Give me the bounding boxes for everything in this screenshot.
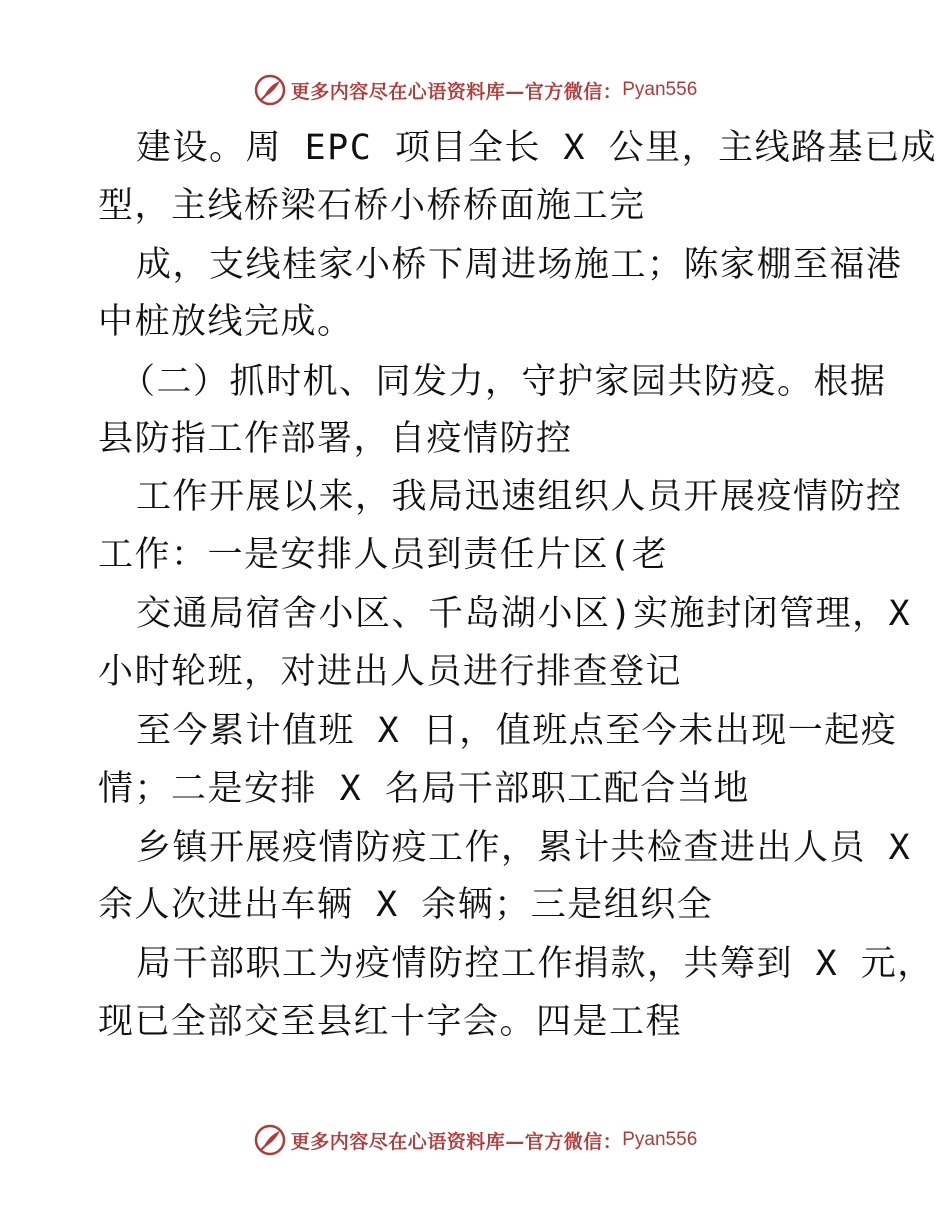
body-line: 余人次进出车辆 X 余辆；三是组织全 <box>98 885 714 925</box>
body-line: 交通局宿舍小区、千岛湖小区)实施封闭管理，X <box>136 594 912 634</box>
body-line: 中桩放线完成。 <box>98 302 354 342</box>
body-line: （二）抓时机、同发力，守护家园共防疫。根据 <box>120 362 887 402</box>
body-line: 建设。周 EPC 项目全长 X 公里，主线路基已成 <box>136 128 938 168</box>
header-banner-wechat: Pyan556 <box>622 79 698 100</box>
header-banner <box>0 70 950 110</box>
body-line: 局干部职工为疫情防控工作捐款，共筹到 X 元， <box>136 944 934 984</box>
body-line: 县防指工作部署，自疫情防控 <box>98 419 573 459</box>
footer-banner-text: 更多内容尽在心语资料库—官方微信： <box>290 1130 623 1153</box>
body-line: 乡镇开展疫情防疫工作，累计共检查进出人员 X <box>136 828 912 868</box>
header-banner-text: 更多内容尽在心语资料库—官方微信： <box>290 80 623 103</box>
footer-banner <box>0 1120 950 1160</box>
feather-logo-icon <box>253 1123 287 1157</box>
body-line: 工作：一是安排人员到责任片区(老 <box>98 535 669 575</box>
body-line: 工作开展以来，我局迅速组织人员开展疫情防控 <box>136 477 903 517</box>
body-line: 现已全部交至县红十字会。四是工程 <box>98 1002 683 1042</box>
body-line: 情；二是安排 X 名局干部职工配合当地 <box>98 769 750 809</box>
body-line: 小时轮班，对进出人员进行排查登记 <box>98 652 683 692</box>
body-line: 型，主线桥梁石桥小桥桥面施工完 <box>98 186 646 226</box>
footer-banner-wechat: Pyan556 <box>622 1129 698 1150</box>
feather-logo-icon <box>253 73 287 107</box>
body-line: 成，支线桂家小桥下周进场施工；陈家棚至福港 <box>136 245 903 285</box>
body-line: 至今累计值班 X 日，值班点至今未出现一起疫 <box>136 711 898 751</box>
